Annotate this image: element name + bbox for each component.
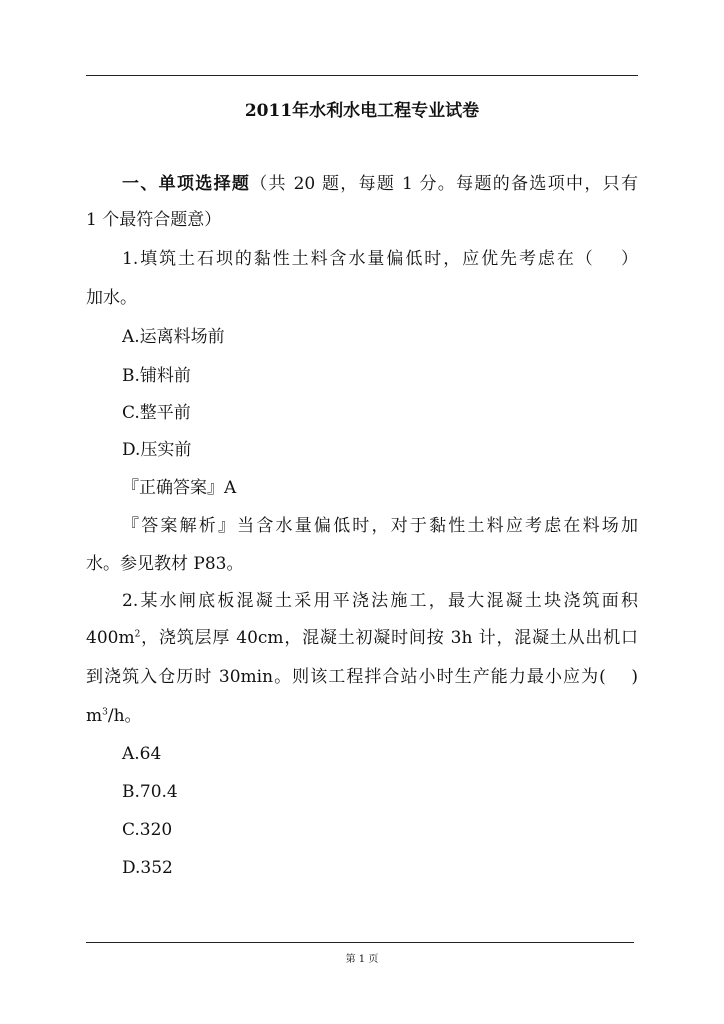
q2-unit-m: m bbox=[86, 706, 103, 726]
q2-option-b: B.70.4 bbox=[122, 782, 178, 802]
q2-stem-line-4 bbox=[86, 706, 142, 726]
section-intro-line-1 bbox=[86, 174, 638, 194]
q1-option-c: C.整平前 bbox=[122, 403, 191, 423]
q1-analysis-line-1: 『答案解析』当含水量偏低时，对于黏性土料应考虑在料场加 bbox=[122, 516, 638, 536]
page-number: 第 1 页 bbox=[345, 954, 379, 965]
q1-stem-line-2: 加水。 bbox=[86, 288, 137, 308]
section-description-line-2: 1 个最符合题意） bbox=[86, 210, 222, 230]
q2-stem-line-1: 2.某水闸底板混凝土采用平浇法施工，最大混凝土块浇筑面积 bbox=[122, 591, 638, 611]
q2-area-superscript: 2 bbox=[134, 629, 141, 640]
q2-option-c: C.320 bbox=[122, 820, 173, 840]
section-heading: 一、单项选择题 bbox=[122, 174, 251, 194]
q1-stem-line-1: 1.填筑土石坝的黏性土料含水量偏低时，应优先考虑在（ ） bbox=[122, 249, 638, 269]
q2-stem-line-3: 到浇筑入仓历时 30min。则该工程拌合站小时生产能力最小应为( ) bbox=[86, 667, 638, 687]
section-description: （共 20 题，每题 1 分。每题的备选项中，只有 bbox=[250, 174, 638, 194]
q1-option-d: D.压实前 bbox=[122, 440, 192, 460]
q2-unit-rest: /h。 bbox=[107, 706, 142, 726]
q2-option-a: A.64 bbox=[122, 744, 162, 764]
q1-analysis-line-2: 水。参见教材 P83。 bbox=[86, 554, 244, 574]
footer-rule bbox=[86, 942, 634, 943]
q1-option-b: B.铺料前 bbox=[122, 366, 191, 386]
q2-stem-line-2-text: ，浇筑层厚 40cm，混凝土初凝时间按 3h 计，混凝土从出机口 bbox=[140, 628, 638, 648]
q2-stem-line-2 bbox=[86, 628, 638, 648]
q2-unit-superscript: 3 bbox=[102, 707, 108, 718]
header-rule bbox=[86, 75, 638, 76]
q2-area-value: 400m bbox=[86, 628, 135, 648]
q2-option-d: D.352 bbox=[122, 858, 173, 878]
page-title: 2011年水利水电工程专业试卷 bbox=[244, 101, 480, 121]
q1-answer: 『正确答案』A bbox=[122, 478, 237, 498]
q1-option-a: A.运离料场前 bbox=[122, 327, 225, 347]
